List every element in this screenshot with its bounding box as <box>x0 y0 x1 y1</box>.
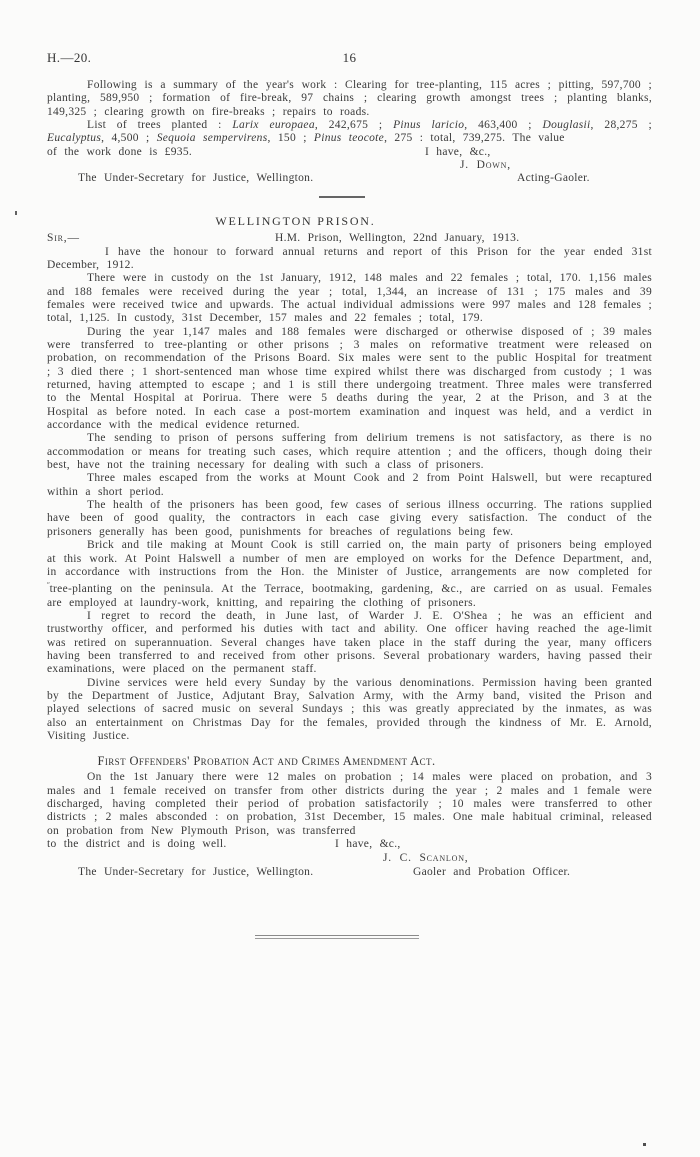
signature-j-c-scanlon: J. C. Scanlon, <box>383 852 469 865</box>
scan-speckle-bottom <box>643 1143 646 1146</box>
delirium-tremens-paragraph: The sending to prison of persons suffering from delirium tremens is not satisfactory, as there is no accommodation or means for treating such cases, which require attention ; and the officers, though doing their best, have not the training necessary for dealing with such a class of prisoners. <box>47 432 652 472</box>
forestry-report-section <box>47 79 652 186</box>
page-number: 16 <box>342 50 357 65</box>
scan-speckle-left <box>15 211 17 215</box>
probation-paragraph: On the 1st January there were 12 males on probation ; 14 males were placed on probation, and 3 males and 1 female received on transfer from other districts during the year ; 2 males and 1 female were discharged, having completed their period of probation satisfactorily ; 10 males were transferred to other districts ; 2 males absconded : on probation, 31st December, 15 males. One male habitual criminal, released on probation from New Plymouth Prison, was transferred <box>47 771 652 837</box>
forestry-summary-paragraph: Following is a summary of the year's work : Clearing for tree-planting, 115 acres ; pitting, 597,700 ; planting, 589,950 ; formation of fire-break, 97 chains ; clearing growth amongst trees ; planting blanks, 149,325 ; clearing growth on fire-breaks ; repairs to roads. <box>47 79 652 118</box>
salutation-row <box>47 232 652 245</box>
custody-paragraph: There were in custody on the 1st January, 1912, 148 males and 22 females ; total, 170. 1,156 males and 188 females were received during the year ; total, 1,344, an increase of 131 ; 175 males and 39 females were received twice and upwards. The actual individual admissions were 997 males and 128 females ; total, 1,125. In custody, 31st December, 157 males and 22 females ; total, 179. <box>47 272 652 325</box>
salutation-sir: Sir,— <box>47 231 80 244</box>
probation-addressee-line <box>47 866 652 879</box>
divine-services-paragraph: Divine services were held every Sunday by the various denominations. Permission having been granted by the Department of Justice, Adjutant Bray, Salvation Army, with the Army band, visited the Prison and played selections of sacred music on several Sundays ; this was greatly appreciated by the inmates, as was also an entertainment on Christmas Day for the females, provided through the kindness of Mr. E. Arnold, Visiting Justice. <box>47 676 652 742</box>
probation-heading: First Offenders' Probation Act and Crimes Amendment Act. <box>97 754 436 769</box>
probation-signature-line <box>47 852 652 865</box>
forestry-valediction: I have, &c., <box>425 145 491 158</box>
industries-part1: Brick and tile making at Mount Cook is still carried on, the main party of prisoners being employed at this work. At Point Halswell a number of men are employed on works for the Defence Department, and, in accordance with instructions from the Hon. the Minister of Justice, arrangements are now completed for <box>47 539 652 578</box>
species-douglasii: Douglasii <box>542 119 591 132</box>
forestry-signature-line <box>47 159 652 172</box>
stray-print-mark: ʺ <box>47 581 50 590</box>
doing-well-text: to the district and is doing well. <box>47 838 227 851</box>
probation-last-line <box>47 838 652 851</box>
forestry-value-line <box>47 146 652 159</box>
industries-part2: tree-planting on the peninsula. At the Terrace, bootmaking, gardening, &c., are carried on as usual. Females are employed at laundry-work, knitting, and repairing the clothing of prisoners. <box>47 583 652 609</box>
forestry-addressee-line <box>47 172 652 185</box>
probation-section <box>47 754 652 879</box>
forestry-addressee: The Under-Secretary for Justice, Wellington. <box>78 172 314 185</box>
escapes-paragraph: Three males escaped from the works at Mount Cook and 2 from Point Halswell, but were recaptured within a short period. <box>47 472 652 498</box>
section-divider-rule <box>319 196 365 198</box>
probation-valediction: I have, &c., <box>335 838 401 851</box>
count-sequoia: , 150 ; <box>267 132 314 145</box>
count-douglasii: , 28,275 ; <box>590 119 653 132</box>
species-eucalyptus: Eucalyptus <box>47 132 102 145</box>
trees-planted-paragraph <box>47 119 652 146</box>
industries-paragraph <box>47 539 652 610</box>
discharges-paragraph: During the year 1,147 males and 188 females were discharged or otherwise disposed of ; 39 males were transferred to tree-planting or other prisons ; 3 males on reformative treatment were released on probation, on recommendation of the Prisons Board. Six males were sent to the public Hospital for treatment ; 3 died there ; 1 short-sentenced man whose time expired whilst there was discharged from custody ; 1 was returned, having attempted to escape ; and 1 is still there undergoing treatment. Three males were transferred to the Mental Hospital at Porirua. There were 5 deaths during the year, 2 at the Prison, and 3 at the Hospital as before noted. In each case a post-mortem examination and inquest was held, and a verdict in accordance with the medical evidence returned. <box>47 325 652 432</box>
species-sequoia: Sequoia sempervirens <box>156 132 268 145</box>
signature-title-gaoler-probation-officer: Gaoler and Probation Officer. <box>413 865 571 878</box>
count-larix: , 242,675 ; <box>314 119 394 132</box>
report-number: H.—20. <box>47 50 92 65</box>
signature-title-acting-gaoler: Acting-Gaoler. <box>517 172 590 185</box>
count-pinus-teocote: , 275 : total, 739,275. The value <box>384 132 565 145</box>
wellington-prison-title: WELLINGTON PRISON. <box>215 213 376 228</box>
species-larix: Larix europaea <box>232 119 315 132</box>
work-value-text: of the work done is £935. <box>47 145 193 158</box>
count-eucalyptus: , 4,500 ; <box>101 132 157 145</box>
count-pinus-laricio: , 463,400 ; <box>464 119 543 132</box>
species-pinus-laricio: Pinus laricio <box>393 119 465 132</box>
probation-addressee: The Under-Secretary for Justice, Wellington. <box>78 865 314 878</box>
signature-j-down: J. Down, <box>460 159 511 172</box>
end-of-report-rule <box>255 935 419 939</box>
staff-paragraph: I regret to record the death, in June last, of Warder J. E. O'Shea ; he was an efficient and trustworthy officer, and performed his duties with tact and ability. One officer having reached the age-limit was retired on superannuation. Several changes have taken place in the staff during the year, many officers having been transferred to and received from other prisons. Several probationary warders, having passed their examinations, were placed on the permanent staff. <box>47 609 652 676</box>
wellington-prison-section <box>47 214 652 744</box>
dateline: H.M. Prison, Wellington, 22nd January, 1913. <box>275 231 520 244</box>
health-paragraph: The health of the prisoners has been good, few cases of serious illness occurring. The rations supplied have been of good quality, the contractors in each case giving every satisfaction. The conduct of the prisoners generally has been good, punishments for breaches of regulations being few. <box>47 499 652 538</box>
intro-paragraph: I have the honour to forward annual returns and report of this Prison for the year ended 31st December, 1912. <box>47 245 652 271</box>
page-header <box>47 50 652 66</box>
species-pinus-teocote: Pinus teocote <box>313 132 385 145</box>
trees-intro: List of trees planted : <box>87 119 233 132</box>
